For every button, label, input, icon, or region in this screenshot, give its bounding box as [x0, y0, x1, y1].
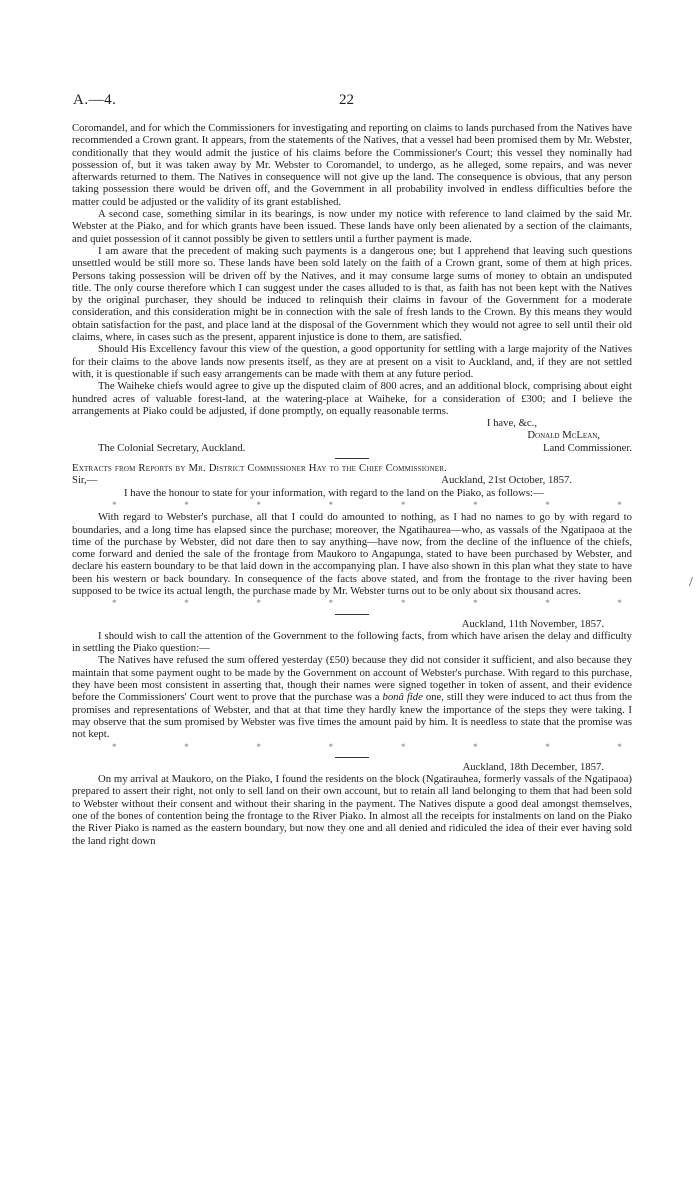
section-divider — [335, 757, 369, 758]
section-divider — [335, 614, 369, 615]
paragraph: I should wish to call the attention of the Government to the following facts, from which have arisen the delay and difficulty in settling the Piako question:— — [72, 629, 632, 655]
ellipsis-star: * — [112, 741, 117, 752]
signatory-name: Donald McLean, — [527, 429, 600, 442]
dateline: Auckland, 18th December, 1857. — [462, 760, 604, 773]
ellipsis-star: * — [184, 741, 189, 752]
paragraph: Should His Excellency favour this view of the question, a good opportunity for settling with a large majority of the Natives for their claims to the above lands now presents itself, as they are at present on a visit to Auckland, and, if they are not settled with, it is questionable if such easy arrangements can be made with them at any future period. — [72, 343, 632, 380]
ellipsis-stars — [72, 499, 632, 511]
ellipsis-star: * — [473, 598, 478, 609]
ellipsis-star: * — [545, 499, 550, 510]
paragraph: A second case, something similar in its bearings, is now under my notice with reference to land claimed by the said Mr. Webster at the Piako, and for which grants have been issued. These lands have only been alienated by a section of the claimants, and quiet possession of it cannot possibly be given to settlers until a further payment is made. — [72, 208, 632, 245]
ellipsis-star: * — [617, 499, 622, 510]
sign-off-row — [72, 417, 632, 429]
ellipsis-star: * — [256, 499, 261, 510]
paragraph-text: one, still they were induced to act thus from the promises and representations of Webster, and that at that time they hardly knew the importance of the steps they were taking. I may observe that the sum promised by Webster was five times the amount paid by him. It is needless to state that the promise was not kept. — [72, 691, 632, 741]
ellipsis-star: * — [112, 598, 117, 609]
ellipsis-star: * — [112, 499, 117, 510]
ellipsis-stars — [72, 741, 632, 753]
ellipsis-star: * — [473, 499, 478, 510]
ellipsis-star: * — [256, 598, 261, 609]
margin-mark: / — [689, 575, 693, 590]
paragraph-text: The Natives have refused the sum offered yesterday (£50) because they did not consider it sufficient, and also because they maintain that some payment ought to be made by the Government on account of Webster's purchase. With regard to this purchase, they have been most consistent in asserting that, though their names were signed together in token of assent, and their evidence before the Commissioners' Court went to prove that the purchase was a — [72, 654, 632, 704]
paragraph: On my arrival at Maukoro, on the Piako, I found the residents on the block (Ngatirauhea, formerly vassals of the Ngatipaoa) prepared to assert their right, not only to sell land on their own account, but to retain all land belonging to them that had been sold to Webster without their consent and without their sharing in the payment. The Natives dispute a good deal amongst themselves, one of the bones of contention being the frontage to the River Piako. In almost all the receipts for instalments on land on the Piako the River Piako is named as the eastern boundary, but now they one and all denied and ridiculed the idea of their ever having sold the land right down — [72, 773, 632, 847]
ellipsis-star: * — [617, 741, 622, 752]
signatory-title: Land Commissioner. — [542, 441, 632, 454]
ellipsis-star: * — [256, 741, 261, 752]
dateline: Auckland, 21st October, 1857. — [441, 474, 572, 487]
paragraph: The Waiheke chiefs would agree to give up the disputed claim of 800 acres, and an additional block, comprising about eight hundred acres of valuable forest-land, at the watering-place at Waiheke, for a consideration of £300; and I believe the arrangements at Piako could be adjusted, if done promptly, on equally reasonable terms. — [72, 380, 632, 417]
paragraph: I am aware that the precedent of making such payments is a dangerous one; but I apprehend that leaving such questions unsettled would be still more so. These lands have been sold lately on the faith of a Crown grant, some of them at high prices. Persons taking possession will be driven off by the Natives, and it may consume large sums of money to obtain an undisputed title. The only course therefore which I can suggest under the cases alluded to is that, as faith has not been kept with the Natives by the original purchaser, they should be induced to relinquish their claims in favour of the Government for a moderate consideration, and this consideration might be in connection with the sale of fresh lands to the Crown. By this means they would obtain satisfaction for the past, and place land at the disposal of the Government which they would not agree to sell until their old claims, where, in cases such as the present, apparent injustice is done to them, are satisfied. — [72, 244, 632, 344]
italic-phrase: bonâ fide — [382, 691, 423, 704]
ellipsis-stars — [72, 597, 632, 609]
extracts-heading: Extracts from Reports by Mr. District Commissioner Hay to the Chief Commissioner. — [72, 462, 447, 475]
ellipsis-star: * — [617, 598, 622, 609]
ellipsis-star: * — [184, 598, 189, 609]
section-divider — [335, 458, 369, 459]
ellipsis-star: * — [328, 741, 334, 752]
salutation-row — [72, 474, 632, 486]
salutation: Sir,— — [72, 474, 98, 487]
paragraph: With regard to Webster's purchase, all that I could do amounted to nothing, as I had no names to go by with regard to boundaries, and a long time has elapsed since the purchase; moreover, the Ngatihaurea—who, as vassals of the Ngatipaoa at the time of the purchase by Webster, did not dare then to say anything—have now, from the decline of the influence of the chiefs, come forward and denied the sale of the frontage from Maukoro to Angapunga, stated to have been purchased by Webster, and declare his eastern boundary to be that laid down in the accompanying plan. I have also shown in this plan what they state to have been his western or back boundary. In consequence of the facts above stated, and from the frontage to the river having been supposed to be twice its actual length, the purchase made by Mr. Webster turns out to be only about six thousand acres. — [72, 511, 632, 597]
paragraph: Coromandel, and for which the Commissioners for investigating and reporting on claims to lands purchased from the Natives have recommended a Crown grant. It appears, from the statements of the Natives, that a vessel had been promised them by Mr. Webster, conditionally that they would admit the justice of his claims before the Commissioner's Court; this vessel they nominally had possession of, but it was taken away by Mr. Webster to Coromandel, to undergo, as he alleged, some repairs, and was never afterwards returned to them. The Natives in consequence will not give up the land. The consequence is obvious, that any person taking possession there would be driven off, and the Government in all probability involved in endless difficulties before the matter could be adjusted or the validity of its grant established. — [72, 122, 632, 208]
sign-off: I have, &c., — [486, 417, 537, 430]
dateline: Auckland, 11th November, 1857. — [461, 617, 604, 630]
ellipsis-star: * — [400, 499, 406, 510]
ellipsis-star: * — [328, 598, 334, 609]
ellipsis-star: * — [545, 741, 550, 752]
ellipsis-star: * — [184, 499, 189, 510]
series-label: A.—4. — [73, 92, 117, 108]
paragraph — [72, 654, 632, 740]
paragraph: I have the honour to state for your information, with regard to the land on the Piako, as follows:— — [124, 486, 544, 499]
ellipsis-star: * — [400, 598, 406, 609]
signatory-row — [72, 429, 632, 441]
ellipsis-star: * — [400, 741, 406, 752]
page-number: 22 — [339, 92, 354, 108]
page-body — [72, 122, 632, 847]
ellipsis-star: * — [328, 499, 334, 510]
addressee: The Colonial Secretary, Auckland. — [98, 441, 246, 454]
ellipsis-star: * — [545, 598, 550, 609]
addressee-row — [72, 442, 632, 454]
ellipsis-star: * — [473, 741, 478, 752]
